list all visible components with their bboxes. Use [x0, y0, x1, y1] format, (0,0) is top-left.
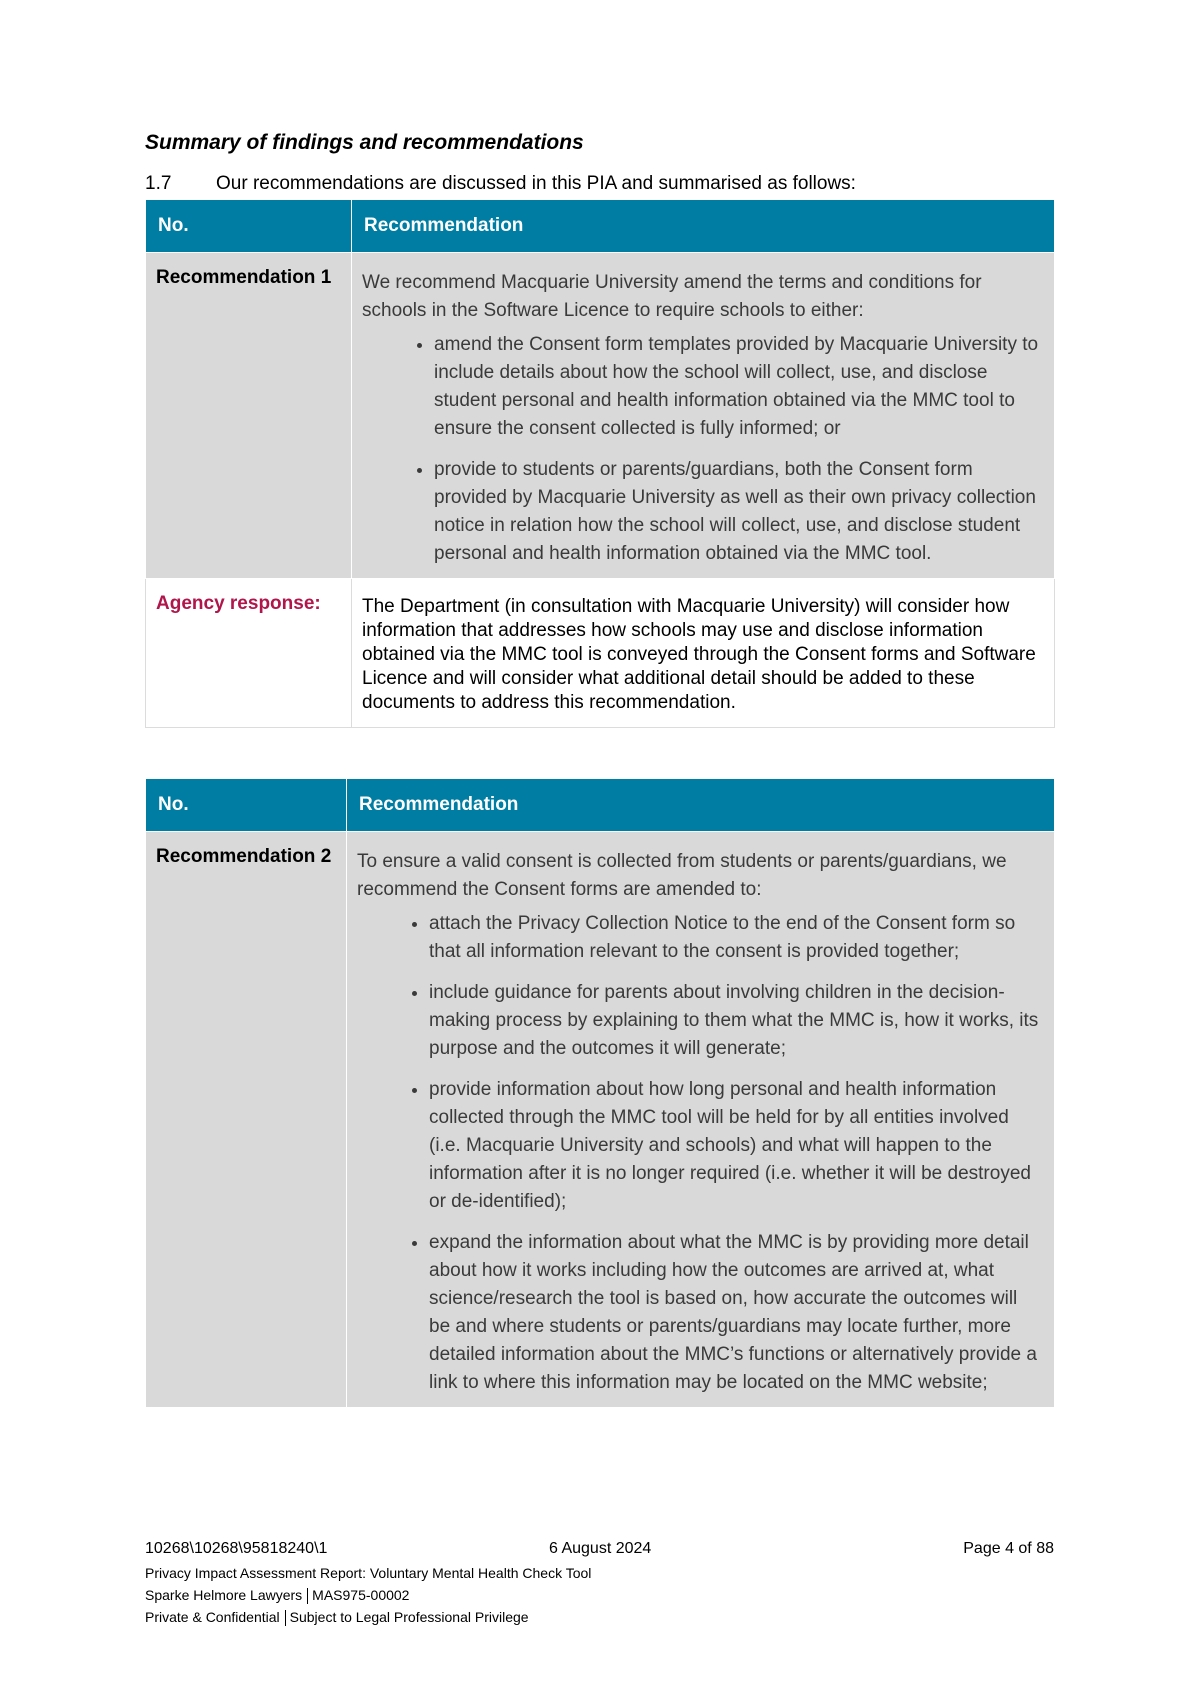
- agency-response-label: Agency response:: [146, 579, 352, 728]
- header-no: No.: [146, 200, 352, 253]
- firm-name: Sparke Helmore Lawyers: [145, 1587, 303, 1603]
- paragraph-number: 1.7: [145, 173, 172, 194]
- page-footer: [145, 1538, 1054, 1628]
- matter-number: MAS975-00002: [312, 1587, 410, 1603]
- privilege-label: Subject to Legal Professional Privilege: [289, 1609, 529, 1625]
- document-date: 6 August 2024: [549, 1540, 652, 1557]
- separator: [285, 1610, 286, 1626]
- recommendation-bullets: [357, 910, 1042, 1397]
- agency-response-cell: [352, 579, 1055, 728]
- recommendation-table-1: [145, 199, 1055, 728]
- agency-response-text: The Department (in consultation with Macquarie University) will consider how information that addresses how schools may use and disclose information obtained via the MMC tool is conveyed through the Consent forms and Software Licence and will consider what additional detail should be added to these documents to address this recommendation.: [362, 596, 1036, 713]
- list-item: • amend the Consent form templates provided by Macquarie University to include details about how the school will collect, use, and disclose student personal and health information obtained via the MMC tool to ensure the consent collected is fully informed; or: [434, 331, 1042, 443]
- recommendation-intro: We recommend Macquarie University amend the terms and conditions for schools in the Software Licence to require schools to either:: [362, 272, 982, 321]
- document-reference: 10268\10268\95818240\1: [145, 1540, 328, 1557]
- header-recommendation: Recommendation: [347, 779, 1055, 832]
- recommendation-cell: [352, 253, 1055, 579]
- row-label: Recommendation 1: [146, 253, 352, 579]
- list-item: • attach the Privacy Collection Notice to the end of the Consent form so that all information relevant to the consent is provided together;: [429, 910, 1042, 966]
- recommendation-table-2: [145, 778, 1055, 1408]
- list-item: • expand the information about what the MMC is by providing more detail about how it works including how the outcomes are arrived at, what science/research the tool is based on, how accurate the outcomes will be and where students or parents/guardians may locate further, more detailed information about the MMC’s functions or alternatively provide a link to where this information may be located on the MMC website;: [429, 1229, 1042, 1397]
- header-no: No.: [146, 779, 347, 832]
- recommendation-cell: [347, 832, 1055, 1408]
- list-item: • provide to students or parents/guardians, both the Consent form provided by Macquarie University as well as their own privacy collection notice in relation how the school will collect, use, and disclose student personal and health information obtained via the MMC tool.: [434, 456, 1042, 568]
- firm-line: [145, 1584, 1054, 1606]
- confidentiality-line: [145, 1606, 1054, 1628]
- recommendation-bullets: [362, 331, 1042, 568]
- confidential-label: Private & Confidential: [145, 1609, 280, 1625]
- list-item: • provide information about how long personal and health information collected through the MMC tool will be held for by all entities involved (i.e. Macquarie University and schools) and what will happen to the information after it is no longer required (i.e. whether it will be destroyed or de-identified);: [429, 1076, 1042, 1216]
- separator: [307, 1588, 308, 1604]
- recommendation-intro: To ensure a valid consent is collected from students or parents/guardians, we recommend the Consent forms are amended to:: [357, 851, 1007, 900]
- section-heading: Summary of findings and recommendations: [145, 131, 584, 154]
- row-label: Recommendation 2: [146, 832, 347, 1408]
- paragraph-1-7: [145, 173, 856, 195]
- paragraph-text: Our recommendations are discussed in this PIA and summarised as follows:: [216, 173, 856, 194]
- list-item: • include guidance for parents about involving children in the decision-making process by explaining to them what the MMC is, how it works, its purpose and the outcomes it will generate;: [429, 979, 1042, 1063]
- header-recommendation: Recommendation: [352, 200, 1055, 253]
- report-title: Privacy Impact Assessment Report: Voluntary Mental Health Check Tool: [145, 1565, 592, 1581]
- page-number: Page 4 of 88: [963, 1540, 1054, 1557]
